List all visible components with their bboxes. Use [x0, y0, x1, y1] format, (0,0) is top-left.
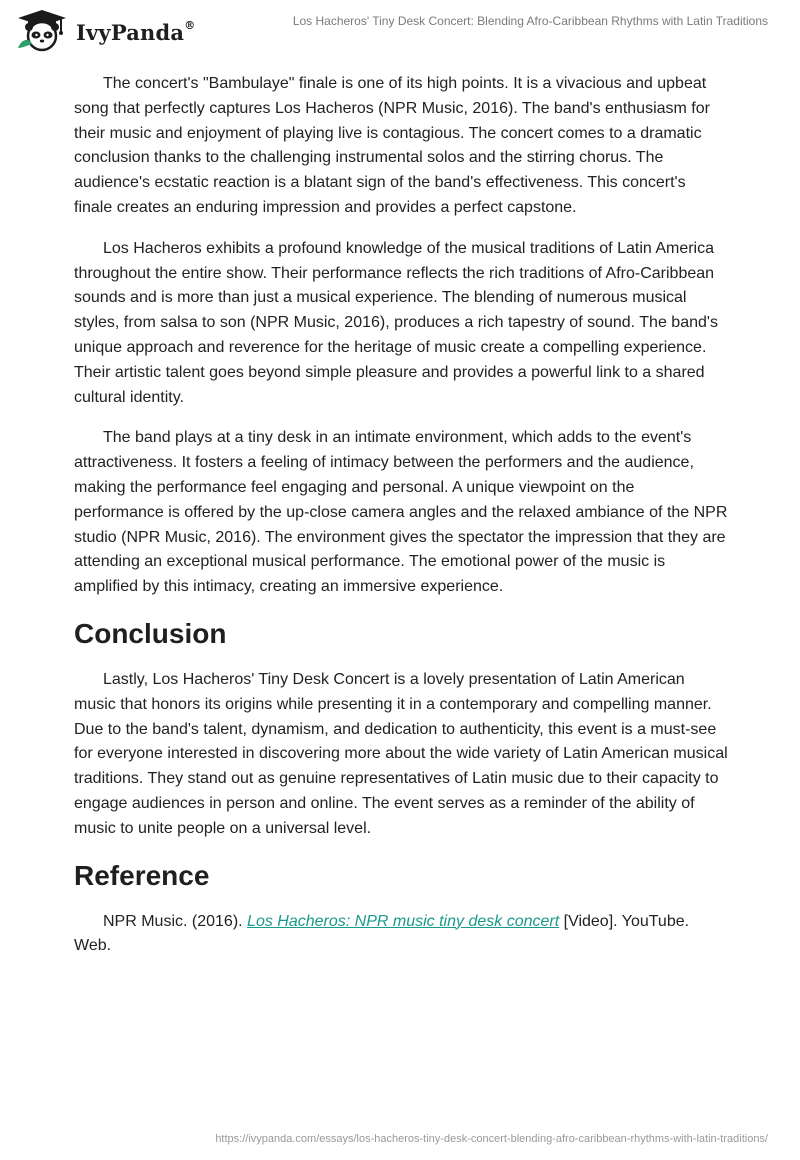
body-paragraph: The concert's "Bambulaye" finale is one of its high points. It is a vivacious and upbeat song that perfectly captures Los Hacheros (NPR Music, 2016). The band's enthusiasm for their music and enjoyment of playing live is contagious. The concert comes to a dramatic conclusion thanks to the challenging instrumental solos and the stirring chorus. The audience's ecstatic reaction is a blatant sign of the band's effectiveness. This concert's finale creates an enduring impression and provides a perfect capstone. [74, 75, 710, 216]
panda-graduate-icon [14, 8, 70, 52]
reference-entry [74, 910, 728, 960]
brand-name [76, 20, 195, 45]
reference-suffix: [Video]. YouTube. Web. [74, 912, 690, 955]
brand-label: IvyPanda [76, 19, 185, 45]
footer-url[interactable]: https://ivypanda.com/essays/los-hacheros-tiny-desk-concert-blending-afro-caribbean-rhythms-with-latin-traditions/ [215, 1133, 768, 1145]
conclusion-heading: Conclusion [74, 617, 227, 649]
essay-content [74, 72, 728, 975]
reference-prefix: NPR Music. (2016). [103, 912, 248, 930]
ivypanda-logo[interactable] [14, 8, 195, 52]
body-paragraph: Los Hacheros exhibits a profound knowledge of the musical traditions of Latin America throughout the entire show. Their performance reflects the rich traditions of Afro-Caribbean sounds and is more than just a musical experience. The blending of numerous musical styles, from salsa to son (NPR Music, 2016), produces a rich tapestry of sound. The band's unique approach and reverence for the heritage of music create a compelling experience. Their artistic talent goes beyond simple pleasure and provides a powerful link to a shared cultural identity. [74, 239, 718, 406]
page-header [0, 0, 800, 60]
registered-mark: ® [184, 18, 196, 32]
conclusion-paragraph: Lastly, Los Hacheros' Tiny Desk Concert is a lovely presentation of Latin American music that honors its origins while presenting it in a contemporary and compelling manner. Due to the band's talent, dynamism, and dedication to authenticity, this event is a must-see for everyone interested in discovering more about the wide variety of Latin American musical traditions. They stand out as genuine representatives of Latin music due to their capacity to engage audiences in person and online. The event serves as a reminder of the ability of music to unite people on a universal level. [74, 670, 728, 837]
reference-link[interactable]: Los Hacheros: NPR music tiny desk concert [247, 912, 560, 930]
body-paragraph: The band plays at a tiny desk in an intimate environment, which adds to the event's attractiveness. It fosters a feeling of intimacy between the performers and the audience, making the performance feel engaging and personal. A unique viewpoint on the performance is offered by the up-close camera angles and the relaxed ambiance of the NPR studio (NPR Music, 2016). The environment gives the spectator the impression that they are attending an exceptional musical performance. The emotional power of the music is amplified by this intimacy, creating an immersive experience. [74, 429, 728, 596]
document-title: Los Hacheros' Tiny Desk Concert: Blending Afro-Caribbean Rhythms with Latin Traditions [292, 14, 768, 28]
reference-heading: Reference [74, 859, 210, 891]
